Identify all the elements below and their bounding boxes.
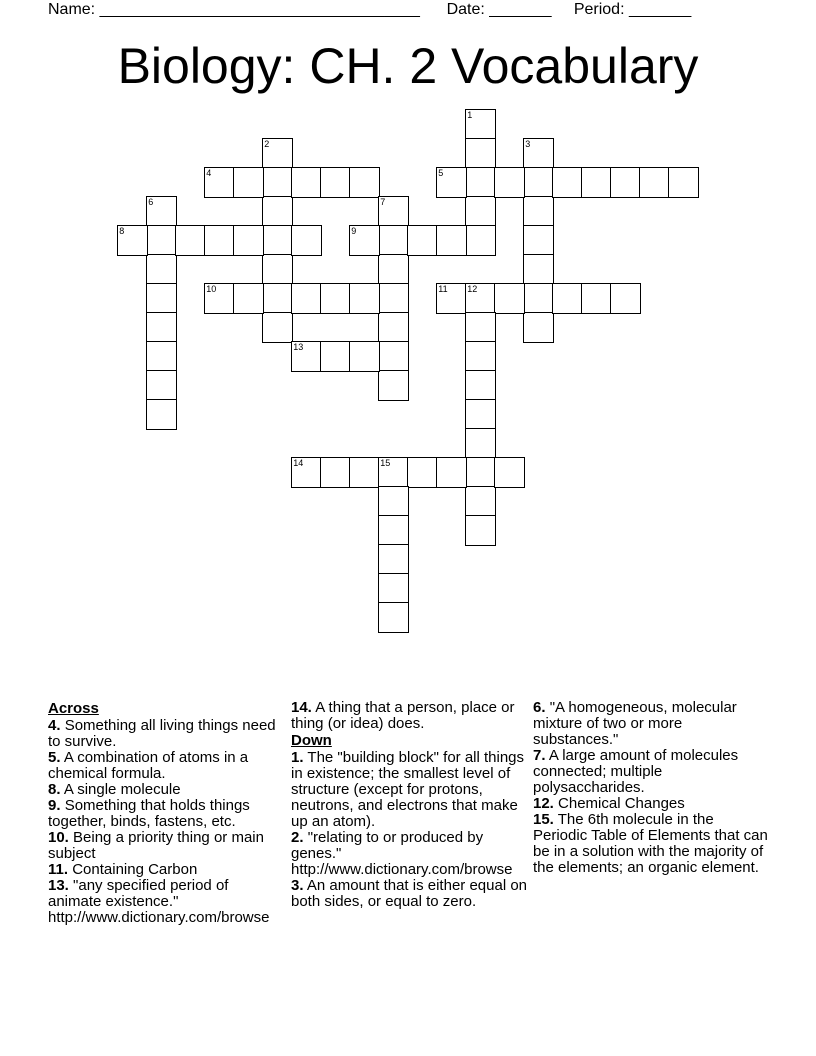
crossword-cell[interactable] [668, 167, 699, 198]
crossword-cell[interactable] [233, 167, 264, 198]
crossword-cell[interactable] [465, 225, 496, 256]
crossword-cell[interactable] [378, 544, 409, 575]
crossword-cell[interactable] [349, 341, 380, 372]
clue-number: 8. [48, 781, 61, 798]
crossword-cell[interactable] [262, 138, 293, 169]
clue-number: 7. [533, 747, 546, 764]
clue-number: 12. [533, 795, 554, 812]
crossword-cell[interactable] [262, 312, 293, 343]
crossword-cell[interactable] [465, 283, 496, 314]
crossword-cell[interactable] [146, 225, 177, 256]
clue-text: "A homogeneous, molecular mixture of two or more substances." [533, 700, 737, 748]
crossword-cell[interactable] [494, 167, 525, 198]
clue-number: 1. [291, 749, 304, 766]
crossword-cell[interactable] [465, 312, 496, 343]
crossword-cell[interactable] [523, 254, 554, 285]
crossword-cell[interactable] [378, 573, 409, 604]
down-clue [291, 830, 527, 878]
crossword-cell[interactable] [465, 428, 496, 459]
crossword-cell[interactable] [581, 283, 612, 314]
crossword-cell[interactable] [146, 312, 177, 343]
across-clue [291, 700, 527, 732]
clue-text: "relating to or produced by genes." http://www.dictionary.com/browse [291, 829, 513, 878]
crossword-cell[interactable] [639, 167, 670, 198]
crossword-cell[interactable] [581, 167, 612, 198]
clue-column-2 [291, 700, 527, 940]
cell-number: 13 [293, 342, 304, 353]
clue-text: Something all living things need to survive. [48, 717, 276, 750]
crossword-cell[interactable] [494, 283, 525, 314]
crossword-cell[interactable] [465, 341, 496, 372]
crossword-cell[interactable] [610, 283, 641, 314]
cell-number: 2 [264, 139, 270, 150]
crossword-cell[interactable] [262, 167, 293, 198]
crossword-cell[interactable] [291, 167, 322, 198]
crossword-cell[interactable] [523, 312, 554, 343]
crossword-cell[interactable] [262, 254, 293, 285]
cell-number: 11 [438, 284, 448, 295]
crossword-cell[interactable] [146, 196, 177, 227]
down-clue [291, 750, 527, 830]
crossword-cell[interactable] [291, 341, 322, 372]
crossword-cell[interactable] [407, 225, 438, 256]
cell-number: 5 [438, 168, 444, 179]
cell-number: 3 [525, 139, 531, 150]
crossword-cell[interactable] [465, 196, 496, 227]
clue-text: Containing Carbon [72, 861, 198, 878]
crossword-cell[interactable] [465, 138, 496, 169]
crossword-cell[interactable] [117, 225, 148, 256]
crossword-cell[interactable] [146, 370, 177, 401]
crossword-cell[interactable] [378, 196, 409, 227]
period-blank[interactable]: _______ [628, 1, 692, 18]
crossword-cell[interactable] [378, 457, 409, 488]
crossword-cell[interactable] [378, 254, 409, 285]
crossword-cell[interactable] [204, 283, 235, 314]
crossword-cell[interactable] [378, 225, 409, 256]
page-title: Biology: CH. 2 Vocabulary [117, 38, 699, 94]
crossword-cell[interactable] [320, 283, 351, 314]
crossword-cell[interactable] [146, 399, 177, 430]
period-label: Period: [573, 1, 629, 18]
crossword-cell[interactable] [494, 457, 525, 488]
cell-number: 6 [148, 197, 154, 208]
crossword-cell[interactable] [436, 283, 467, 314]
clue-number: 11. [48, 861, 69, 878]
across-clue [48, 798, 284, 830]
crossword-cell[interactable] [523, 167, 554, 198]
clue-number: 2. [291, 829, 304, 846]
clue-text: A large amount of molecules connected; multiple polysaccharides. [533, 747, 739, 796]
across-clue [48, 830, 284, 862]
clue-text: A thing that a person, place or thing (or idea) does. [291, 700, 515, 732]
crossword-cell[interactable] [465, 167, 496, 198]
across-clue [48, 782, 284, 798]
crossword-cell[interactable] [378, 341, 409, 372]
crossword-cell[interactable] [291, 457, 322, 488]
crossword-cell[interactable] [349, 167, 380, 198]
clue-number: 15. [533, 811, 554, 828]
cell-number: 10 [206, 284, 217, 295]
crossword-cell[interactable] [378, 283, 409, 314]
crossword-cell[interactable] [291, 225, 322, 256]
clue-text: Something that holds things together, binds, fastens, etc. [48, 797, 250, 830]
cell-number: 4 [206, 168, 212, 179]
clue-number: 14. [291, 700, 312, 716]
down-heading: Down [291, 732, 332, 749]
crossword-cell[interactable] [378, 515, 409, 546]
crossword-cell[interactable] [378, 486, 409, 517]
clue-number: 5. [48, 749, 61, 766]
clue-text: Being a priority thing or main subject [48, 829, 264, 862]
crossword-cell[interactable] [320, 341, 351, 372]
crossword-cell[interactable] [407, 457, 438, 488]
clue-column-3 [533, 700, 769, 920]
across-clue [48, 750, 284, 782]
crossword-cell[interactable] [233, 225, 264, 256]
across-clue [48, 878, 284, 926]
crossword-cell[interactable] [262, 196, 293, 227]
down-clue [533, 700, 769, 748]
crossword-cell[interactable] [523, 138, 554, 169]
date-blank[interactable]: _______ [489, 1, 552, 18]
date-label: Date: [446, 1, 490, 18]
crossword-cell[interactable] [523, 225, 554, 256]
cell-number: 14 [293, 458, 304, 469]
down-clue [291, 878, 527, 910]
clue-number: 9. [48, 797, 61, 814]
cell-number: 1 [467, 110, 473, 121]
crossword-cell[interactable] [465, 399, 496, 430]
crossword-cell[interactable] [523, 283, 554, 314]
crossword-cell[interactable] [320, 167, 351, 198]
down-clue [533, 748, 769, 796]
crossword-cell[interactable] [291, 283, 322, 314]
crossword-cell[interactable] [262, 283, 293, 314]
clue-number: 10. [48, 829, 69, 846]
crossword-cell[interactable] [349, 457, 380, 488]
crossword-cell[interactable] [465, 370, 496, 401]
crossword-cell[interactable] [552, 167, 583, 198]
down-clue [533, 796, 769, 812]
cell-number: 7 [380, 197, 386, 208]
clue-text: A single molecule [63, 781, 181, 798]
crossword-cell[interactable] [204, 167, 235, 198]
clue-text: An amount that is either equal on both sides, or equal to zero. [291, 877, 527, 910]
cell-number: 15 [380, 458, 391, 469]
cell-number: 12 [467, 284, 478, 295]
crossword-cell[interactable] [465, 486, 496, 517]
clue-number: 4. [48, 717, 61, 734]
crossword-cell[interactable] [378, 370, 409, 401]
clue-text: Chemical Changes [558, 795, 685, 812]
crossword-cell[interactable] [349, 225, 380, 256]
crossword-cell[interactable] [233, 283, 264, 314]
crossword-cell[interactable] [204, 225, 235, 256]
crossword-cell[interactable] [378, 312, 409, 343]
crossword-cell[interactable] [175, 225, 206, 256]
crossword-cell[interactable] [523, 196, 554, 227]
name-blank[interactable]: ____________________________________ [99, 1, 420, 18]
name-label: Name: [48, 1, 100, 18]
clue-text: A combination of atoms in a chemical formula. [48, 749, 249, 782]
cell-number: 8 [119, 226, 125, 237]
crossword-cell[interactable] [610, 167, 641, 198]
clue-text: The 6th molecule in the Periodic Table of Elements that can be in a solution with the majority of the elements; an organic element. [533, 811, 768, 876]
crossword-cell[interactable] [465, 457, 496, 488]
crossword-cell[interactable] [552, 283, 583, 314]
crossword-cell[interactable] [146, 254, 177, 285]
crossword-cell[interactable] [262, 225, 293, 256]
crossword-cell[interactable] [436, 167, 467, 198]
crossword-cell[interactable] [465, 109, 496, 140]
across-clue [48, 718, 284, 750]
clue-number: 3. [291, 877, 304, 894]
clue-number: 13. [48, 877, 69, 894]
clue-column-1 [48, 700, 284, 960]
cell-number: 9 [351, 226, 357, 237]
crossword-cell[interactable] [436, 457, 467, 488]
crossword-cell[interactable] [146, 283, 177, 314]
crossword-cell[interactable] [465, 515, 496, 546]
clue-text: The "building block" for all things in existence; the smallest level of structure (except for protons, neutrons, and electrons that make up an atom). [291, 749, 525, 830]
down-clue [533, 812, 769, 876]
crossword-cell[interactable] [436, 225, 467, 256]
clue-number: 6. [533, 700, 546, 716]
crossword-cell[interactable] [349, 283, 380, 314]
crossword-cell[interactable] [146, 341, 177, 372]
crossword-cell[interactable] [320, 457, 351, 488]
crossword-cell[interactable] [378, 602, 409, 633]
clue-text: "any specified period of animate existence." http://www.dictionary.com/browse [48, 877, 270, 926]
across-clue [48, 862, 284, 878]
across-heading: Across [48, 700, 99, 717]
